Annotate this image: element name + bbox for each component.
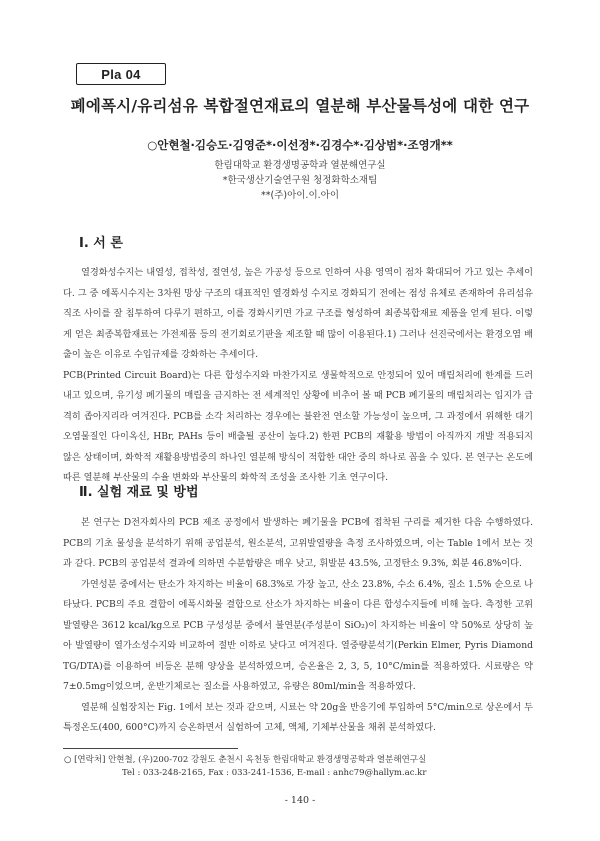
introduction-body bbox=[63, 263, 533, 489]
footnote-divider bbox=[63, 748, 238, 749]
author-list: ○안현철·김승도·김영준*·이선정*·김경수*·김상범*·조영개** bbox=[147, 138, 453, 152]
paragraph: 열분해 실험장치는 Fig. 1에서 보는 것과 같으며, 시료는 약 20g을 반응기에 투입하여 5°C/min으로 상온에서 두 특정온도(400, 600°C)까지 승온하면서 실험하여 고체, 액체, 기체부산물을 채취 분석하였다. bbox=[63, 701, 533, 733]
paragraph: PCB(Printed Circuit Board)는 다른 합성수지와 마찬가지로 생물학적으로 안정되어 있어 매립처리에 한계를 드러내고 있으며, 유기성 폐기물의 매립을 금지하는 전 세계적인 상황에 비추어 볼 때 PCB 폐기물의 매립처리는 입지가 급격히 좁아지리라 여겨진다. PCB를 소각 처리하는 경우에는 불완전 연소할 가능성이 높으며, 그 과정에서 위해한 대기오염물질인 다이옥신, HBr, PAHs 등이 배출될 공산이 높다.2) 한편 PCB의 재활용 방법이 아직까지 개발 적용되지 않은 상태이며, 화학적 재활용방법중의 하나인 열분해 방식이 적합한 대안 중의 하나로 꼽을 수 있다. 본 연구는 온도에 따른 열분해 부산물의 수율 변화와 부산물의 화학적 조성을 조사한 기초 연구이다. bbox=[63, 369, 533, 483]
section-heading-methods: Ⅱ. 실험 재료 및 방법 bbox=[79, 485, 199, 500]
footnote-tel-fax-email: Tel : 033-248-2165, Fax : 033-241-1536, E-mail : anhc79@hallym.ac.kr bbox=[122, 768, 427, 778]
affiliation-1: 한림대학교 환경생명공학과 열분해연구실 bbox=[214, 160, 386, 171]
paper-code-box: Pla 04 bbox=[76, 63, 166, 85]
page-number: - 140 - bbox=[284, 795, 316, 806]
paragraph: 본 연구는 D전자회사의 PCB 제조 공정에서 발생하는 폐기물을 PCB에 접착된 구리를 제거한 다음 수행하였다. PCB의 기초 물성을 분석하기 위해 공업분석, 원소분석, 고위발열량을 측정 조사하였으며, 이는 Table 1에서 보는 것과 같다. PCB의 공업분석 결과에 의하면 수분함량은 매우 낮고, 휘발분 43.5%, 고정탄소 9.3%, 회분 46.8%이다. bbox=[63, 517, 533, 569]
paragraph: 열경화성수지는 내열성, 접착성, 절연성, 높은 가공성 등으로 인하여 사용 영역이 점차 확대되어 가고 있는 추세이다. 그 중 에폭시수지는 3차원 망상 구조의 대표적인 열경화성 수지로 경화되기 전에는 점성 유체로 존재하여 유리섬유 직조 사이를 잘 침투하여 다루기 편하고, 이를 경화시키면 가교 구조를 형성하여 최종복합재료 제품을 얻게 된다. 이렇게 얻은 최종복합재료는 가전제품 등의 전기회로기판을 제조할 때 많이 이용된다.1) 그러나 선진국에서는 환경오염 배출이 높은 이유로 수입규제를 강화하는 추세이다. bbox=[63, 267, 533, 360]
footnote-contact: ○ [연락처] 안현철, (우)200-702 강원도 춘천시 옥천동 한림대학교 환경생명공학과 열분해연구실 bbox=[64, 755, 427, 765]
paragraph: 가연성분 중에서는 탄소가 차지하는 비율이 68.3%로 가장 높고, 산소 23.8%, 수소 6.4%, 질소 1.5% 순으로 나타났다. PCB의 주요 결합이 에폭시화물 결합으로 산소가 차지하는 비율이 다른 합성수지들에 비해 높다. 측정한 고위발열량은 3612 kcal/kg으로 PCB 구성성분 중에서 불연분(주성분이 SiO₂)이 차지하는 비율이 약 50%로 상당히 높아 발열량이 열가소성수지와 비교하여 절반 이하로 낮다고 여겨진다. 열중량분석기(Perkin Elmer, Pyris Diamond TG/DTA)를 이용하여 비등온 분해 양상을 분석하였으며, 승온율은 2, 3, 5, 10°C/min를 적용하였다. 시료량은 약 7±0.5mg이었으며, 운반기체로는 질소를 사용하였고, 유량은 80ml/min을 적용하였다. bbox=[63, 578, 533, 692]
section-heading-introduction: Ⅰ. 서 론 bbox=[79, 236, 123, 251]
methods-body bbox=[63, 513, 533, 739]
affiliation-3: **(주)아이.이.아이 bbox=[260, 190, 339, 201]
paper-title: 폐에폭시/유리섬유 복합절연재료의 열분해 부산물특성에 대한 연구 bbox=[70, 97, 530, 115]
affiliation-2: *한국생산기술연구원 청정화학소재팀 bbox=[222, 175, 378, 186]
